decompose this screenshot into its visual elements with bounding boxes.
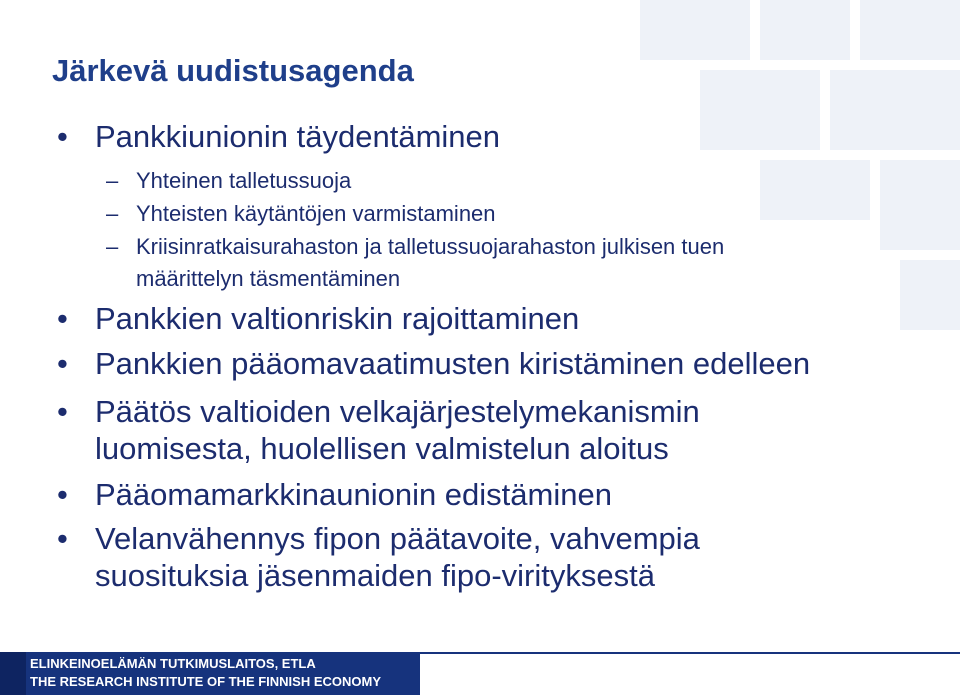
bullet-item xyxy=(57,345,811,382)
bullet-item xyxy=(106,198,496,230)
bullet-dash: – xyxy=(106,168,119,193)
bullet-text-line: määrittelyn täsmentäminen xyxy=(136,266,401,291)
bullet-text-line: Yhteinen talletussuoja xyxy=(136,168,352,193)
bullet-dot: • xyxy=(57,119,68,154)
bullet-dash: – xyxy=(106,201,119,226)
bullet-text-line: Päätös valtioiden velkajärjestelymekanismin xyxy=(95,394,700,429)
bullet-text-line: luomisesta, huolellisen valmistelun aloitus xyxy=(95,431,669,466)
slide-title: Järkevä uudistusagenda xyxy=(52,53,414,88)
bullet-item xyxy=(106,165,352,197)
bullet-text-line: Yhteisten käytäntöjen varmistaminen xyxy=(136,201,496,226)
bullet-dot: • xyxy=(57,477,68,512)
bullet-text-line: Pankkien pääomavaatimusten kiristäminen edelleen xyxy=(95,346,811,381)
bullet-item xyxy=(57,476,612,513)
bullet-text-line: Pankkiunionin täydentäminen xyxy=(95,119,500,154)
bullet-text-line: Pääomamarkkinaunionin edistäminen xyxy=(95,477,612,512)
bullet-dot: • xyxy=(57,394,68,429)
bullet-dot: • xyxy=(57,301,68,336)
bullet-item xyxy=(57,300,580,337)
bullet-dot: • xyxy=(57,521,68,556)
footer-institute xyxy=(30,655,381,691)
bullet-dot: • xyxy=(57,346,68,381)
footer-white-band xyxy=(420,652,960,695)
bullet-text-line: suosituksia jäsenmaiden fipo-virityksestä xyxy=(95,558,655,593)
bullet-item xyxy=(57,520,700,594)
bullet-dash: – xyxy=(106,234,119,259)
footer-line-1: ELINKEINOELÄMÄN TUTKIMUSLAITOS, ETLA xyxy=(30,656,316,671)
bullet-item xyxy=(57,118,500,155)
bullet-text-line: Velanvähennys fipon päätavoite, vahvempia xyxy=(95,521,700,556)
bullet-text-line: Kriisinratkaisurahaston ja talletussuojarahaston julkisen tuen xyxy=(136,234,725,259)
bullet-item xyxy=(57,393,700,467)
bullet-text-line: Pankkien valtionriskin rajoittaminen xyxy=(95,301,580,336)
bullet-item xyxy=(106,231,725,295)
footer-line-2: THE RESEARCH INSTITUTE OF THE FINNISH ECONOMY xyxy=(30,674,382,689)
